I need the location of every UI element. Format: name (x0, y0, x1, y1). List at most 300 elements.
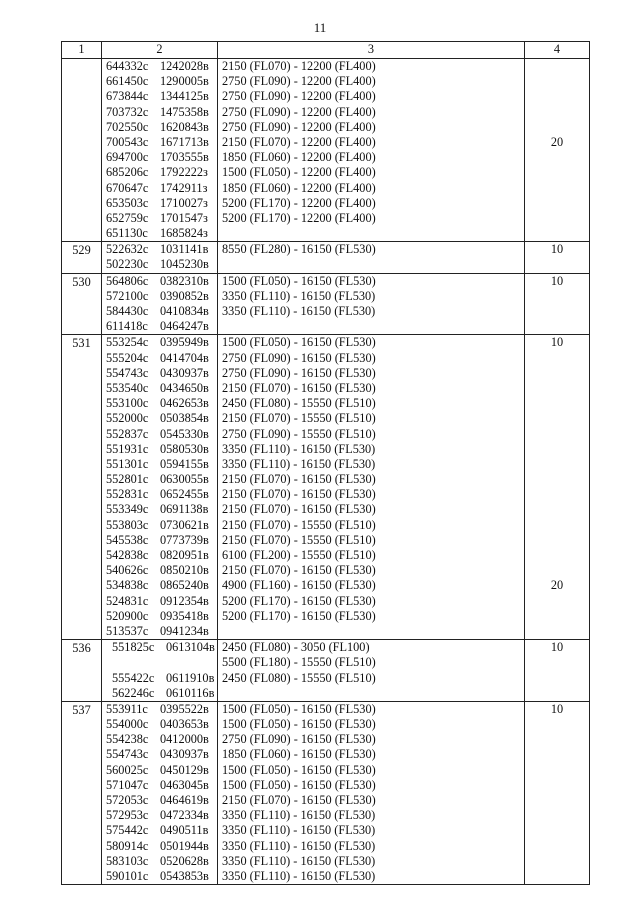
longitude: 0472334в (160, 808, 209, 823)
longitude: 1703555в (160, 150, 209, 165)
altitude-range: 6100 (FL200) - 15550 (FL510) (222, 548, 376, 562)
latitude: 702550с (106, 119, 149, 134)
longitude: 0630055в (160, 472, 209, 487)
value-empty (525, 257, 589, 272)
altitude-range: 3350 (FL110) - 16150 (FL530) (222, 456, 376, 471)
value-empty (525, 502, 589, 517)
altitude-range: 1850 (FL060) - 12200 (FL400) (222, 180, 376, 195)
value-empty (525, 763, 589, 778)
latitude: 590101с (106, 868, 149, 883)
latitude: 554743с (106, 365, 149, 380)
header-col-2: 2 (102, 42, 218, 59)
altitude-range: 5200 (FL170) - 16150 (FL530) (222, 608, 376, 623)
longitude: 0520628в (160, 853, 209, 868)
coordinate-line (106, 839, 217, 854)
altitude-range: 3350 (FL110) - 16150 (FL530) (222, 808, 376, 823)
value-empty (525, 823, 589, 838)
altitude-range: 3350 (FL110) - 16150 (FL530) (222, 838, 376, 853)
altitude-range: 1500 (FL050) - 16150 (FL530) (222, 701, 376, 716)
value-empty (525, 150, 589, 165)
value: 10 (550, 335, 564, 350)
coordinate-line (106, 533, 217, 548)
value-empty (525, 624, 589, 639)
altitude-range (222, 686, 524, 701)
altitude-range: 2750 (FL090) - 16150 (FL530) (222, 365, 376, 380)
header-col-1: 1 (62, 42, 102, 59)
zone-number: 537 (62, 701, 102, 884)
longitude: 1344125в (160, 89, 209, 104)
altitude-range: 2150 (FL070) - 15550 (FL510) (222, 517, 376, 532)
longitude: 1045230в (160, 257, 209, 272)
table-body (62, 59, 590, 885)
longitude: 1742911з (160, 180, 208, 195)
zone-number: 530 (62, 273, 102, 335)
latitude: 694700с (106, 150, 149, 165)
altitude-range: 1850 (FL060) - 16150 (FL530) (222, 747, 376, 762)
coordinate-line (106, 211, 217, 226)
value-empty (525, 59, 589, 74)
altitude-range: 2750 (FL090) - 16150 (FL530) (222, 732, 376, 747)
altitude-range: 2750 (FL090) - 16150 (FL530) (222, 350, 376, 365)
coordinate-line (106, 732, 217, 747)
airspace-table (61, 41, 590, 885)
coordinate-line (106, 717, 217, 732)
longitude: 0691138в (160, 502, 209, 517)
longitude: 1475358в (160, 104, 209, 119)
latitude: 552000с (106, 411, 149, 426)
coordinate-line (106, 763, 217, 778)
value-empty (525, 319, 589, 334)
altitude-range (222, 624, 524, 639)
altitude-range (222, 226, 524, 241)
value-cell (525, 701, 590, 884)
longitude: 1242028в (160, 59, 209, 73)
coordinate-line (106, 502, 217, 517)
longitude: 0430937в (160, 365, 209, 380)
coordinate-line (106, 226, 217, 241)
value-empty (525, 548, 589, 563)
latitude: 554238с (106, 732, 149, 747)
value-empty (525, 747, 589, 762)
altitude-range: 2150 (FL070) - 15550 (FL510) (222, 411, 376, 426)
value-cell (525, 335, 590, 640)
longitude: 0545330в (160, 426, 209, 441)
table-row (62, 242, 590, 273)
value-empty (525, 120, 589, 135)
altitude-range: 5200 (FL170) - 12200 (FL400) (222, 195, 376, 210)
latitude: 552837с (106, 426, 149, 441)
altitude-range: 8550 (FL280) - 16150 (FL530) (222, 242, 376, 257)
value-empty (525, 671, 589, 686)
value-empty (525, 304, 589, 319)
coordinate-line (106, 427, 217, 442)
altitude-range-cell (218, 335, 525, 640)
latitude: 572953с (106, 808, 149, 823)
value-empty (525, 289, 589, 304)
longitude: 0403653в (160, 717, 209, 732)
latitude: 555204с (106, 350, 149, 365)
coordinate-line (106, 89, 217, 104)
value-empty (525, 839, 589, 854)
latitude: 652759с (106, 210, 149, 225)
latitude: 551825с (112, 640, 155, 655)
value-empty (525, 181, 589, 196)
coordinate-line (106, 381, 217, 396)
latitude: 583103с (106, 853, 149, 868)
latitude: 502230с (106, 257, 149, 272)
altitude-range: 2150 (FL070) - 16150 (FL530) (222, 487, 376, 502)
coordinate-line (106, 274, 217, 289)
coordinate-line (106, 594, 217, 609)
coordinate-line (106, 563, 217, 578)
longitude: 0414704в (160, 350, 209, 365)
altitude-range: 2750 (FL090) - 12200 (FL400) (222, 104, 376, 119)
latitude: 584430с (106, 304, 149, 318)
coordinate-line (106, 120, 217, 135)
coordinate-line (106, 442, 217, 457)
value-empty (525, 366, 589, 381)
altitude-range: 1500 (FL050) - 16150 (FL530) (222, 335, 376, 350)
table-row (62, 59, 590, 242)
value-empty (525, 457, 589, 472)
latitude: 700543с (106, 134, 149, 149)
longitude: 0865240в (160, 578, 209, 593)
longitude: 0430937в (160, 747, 209, 762)
header-col-3: 3 (218, 42, 525, 59)
altitude-range: 2450 (FL080) - 15550 (FL510) (222, 396, 376, 411)
altitude-range: 2750 (FL090) - 12200 (FL400) (222, 89, 376, 104)
coordinate-line (106, 135, 217, 150)
latitude: 552831с (106, 487, 149, 502)
table-row (62, 335, 590, 640)
altitude-range: 5200 (FL170) - 12200 (FL400) (222, 210, 376, 225)
longitude: 0390852в (160, 288, 209, 303)
value-empty (525, 487, 589, 502)
coordinate-line (106, 196, 217, 211)
value-empty (525, 74, 589, 89)
latitude: 551931с (106, 441, 149, 456)
latitude: 551301с (106, 456, 149, 471)
coordinate-line (106, 150, 217, 165)
altitude-range: 2750 (FL090) - 15550 (FL510) (222, 426, 376, 441)
latitude: 571047с (106, 777, 149, 792)
longitude: 0490511в (160, 823, 209, 838)
latitude: 572053с (106, 793, 149, 807)
longitude: 0463045в (160, 777, 209, 792)
header-col-4: 4 (525, 42, 590, 59)
coordinate-line (106, 747, 217, 762)
latitude: 542838с (106, 548, 149, 562)
page-number: 11 (313, 20, 327, 35)
longitude: 0613104в (166, 640, 215, 655)
value: 10 (550, 273, 564, 288)
latitude: 670647с (106, 180, 149, 195)
longitude: 1031141в (160, 242, 209, 257)
altitude-range: 2150 (FL070) - 16150 (FL530) (222, 380, 376, 395)
altitude-range: 3350 (FL110) - 16150 (FL530) (222, 823, 376, 838)
value-empty (525, 427, 589, 442)
altitude-range: 1500 (FL050) - 16150 (FL530) (222, 777, 376, 792)
longitude: 0464619в (160, 793, 209, 807)
latitude: 534838с (106, 578, 149, 593)
coordinate-line (106, 335, 217, 350)
value-empty (525, 594, 589, 609)
coordinate-line (106, 823, 217, 838)
longitude: 0730621в (160, 517, 209, 532)
coordinate-line (106, 518, 217, 533)
longitude: 0611910в (166, 670, 215, 685)
coordinate-line (106, 702, 217, 717)
value-empty (525, 533, 589, 548)
altitude-range-cell (218, 242, 525, 273)
longitude: 0610116в (166, 685, 215, 700)
latitude: 554743с (106, 747, 149, 762)
table-header-row (62, 42, 590, 59)
longitude: 0434650в (160, 380, 209, 395)
coordinate-line (106, 411, 217, 426)
value-empty (525, 655, 589, 670)
coordinate-line (106, 578, 217, 593)
altitude-range-cell (218, 273, 525, 335)
latitude: 522632с (106, 242, 149, 257)
zone-number: 529 (62, 242, 102, 273)
value: 20 (550, 578, 564, 593)
longitude: 0410834в (160, 304, 209, 318)
coordinate-line (106, 686, 217, 701)
coordinate-line (106, 624, 217, 639)
value-empty (525, 563, 589, 578)
altitude-range: 2150 (FL070) - 12200 (FL400) (222, 134, 376, 149)
coordinate-line (106, 242, 217, 257)
altitude-range: 3350 (FL110) - 16150 (FL530) (222, 868, 376, 883)
value-cell (525, 640, 590, 702)
latitude: 575442с (106, 823, 149, 838)
value: 10 (550, 640, 564, 655)
coordinate-line (106, 778, 217, 793)
value-cell (525, 273, 590, 335)
value-empty (525, 808, 589, 823)
altitude-range: 2150 (FL070) - 16150 (FL530) (222, 563, 376, 578)
value-empty (525, 226, 589, 241)
altitude-range: 5200 (FL170) - 16150 (FL530) (222, 593, 376, 608)
coordinates-cell (102, 701, 218, 884)
longitude: 1290005в (160, 74, 209, 89)
coordinates-cell (102, 273, 218, 335)
longitude: 0462653в (160, 396, 209, 411)
coordinate-line (106, 472, 217, 487)
latitude: 651130с (106, 226, 148, 241)
latitude: 580914с (106, 838, 149, 853)
coordinate-line (106, 640, 217, 655)
coordinate-line (106, 869, 217, 884)
coordinates-cell (102, 335, 218, 640)
value-empty (525, 686, 589, 701)
longitude: 0543853в (160, 868, 209, 883)
coordinate-line (106, 366, 217, 381)
value: 20 (550, 134, 564, 149)
longitude: 0652455в (160, 487, 209, 502)
altitude-range (222, 319, 524, 334)
value-empty (525, 793, 589, 808)
longitude: 0464247в (160, 319, 209, 334)
longitude: 0594155в (160, 456, 209, 471)
longitude: 0412000в (160, 732, 209, 747)
coordinates-cell (102, 59, 218, 242)
coordinate-line (106, 487, 217, 502)
latitude: 520900с (106, 608, 149, 623)
latitude: 703732с (106, 104, 149, 119)
altitude-range: 1500 (FL050) - 16150 (FL530) (222, 717, 376, 732)
latitude: 553540с (106, 380, 149, 395)
altitude-range: 1500 (FL050) - 16150 (FL530) (222, 273, 376, 288)
coordinate-line (106, 457, 217, 472)
coordinate-line (106, 74, 217, 89)
altitude-range: 1850 (FL060) - 12200 (FL400) (222, 150, 376, 165)
value-empty (525, 381, 589, 396)
altitude-range (222, 257, 524, 272)
latitude: 611418с (106, 319, 148, 334)
value-empty (525, 778, 589, 793)
coordinate-line (106, 165, 217, 180)
longitude: 0820951в (160, 548, 209, 562)
value-empty (525, 472, 589, 487)
altitude-range: 3350 (FL110) - 16150 (FL530) (222, 304, 376, 318)
latitude: 555422с (112, 670, 155, 685)
altitude-range: 2150 (FL070) - 16150 (FL530) (222, 502, 376, 517)
longitude: 0450129в (160, 762, 209, 777)
longitude: 1685824з (160, 226, 208, 241)
longitude: 0580530в (160, 441, 209, 456)
coordinate-line (106, 319, 217, 334)
value-empty (525, 351, 589, 366)
latitude: 545538с (106, 532, 149, 547)
latitude: 673844с (106, 89, 149, 104)
altitude-range-cell (218, 59, 525, 242)
value-cell (525, 242, 590, 273)
latitude: 553803с (106, 517, 149, 532)
latitude: 554000с (106, 717, 149, 732)
value-empty (525, 854, 589, 869)
longitude: 0503854в (160, 411, 209, 426)
table-row (62, 273, 590, 335)
coordinate-line (106, 105, 217, 120)
altitude-range-cell (218, 640, 525, 702)
coordinate-line (106, 854, 217, 869)
altitude-range: 2150 (FL070) - 16150 (FL530) (222, 472, 376, 487)
latitude: 564806с (106, 273, 149, 288)
coordinates-cell (102, 640, 218, 702)
altitude-range: 2450 (FL080) - 15550 (FL510) (222, 670, 376, 685)
altitude-range: 1500 (FL050) - 16150 (FL530) (222, 762, 376, 777)
altitude-range: 2150 (FL070) - 16150 (FL530) (222, 793, 376, 807)
value-empty (525, 411, 589, 426)
longitude: 0941234в (160, 623, 209, 638)
altitude-range: 2750 (FL090) - 12200 (FL400) (222, 74, 376, 89)
longitude: 0501944в (160, 838, 209, 853)
coordinate-line (106, 289, 217, 304)
altitude-range: 5500 (FL180) - 15550 (FL510) (222, 655, 376, 670)
coordinate-line (106, 257, 217, 272)
value-cell (525, 59, 590, 242)
coordinate-line (106, 396, 217, 411)
longitude: 0395522в (160, 701, 209, 716)
zone-number: 536 (62, 640, 102, 702)
latitude: 553349с (106, 502, 149, 517)
altitude-range: 1500 (FL050) - 12200 (FL400) (222, 165, 376, 180)
longitude: 1710027з (160, 195, 208, 210)
value-empty (525, 165, 589, 180)
latitude: 553911с (106, 701, 148, 716)
zone-number: 531 (62, 335, 102, 640)
value-empty (525, 105, 589, 120)
value-empty (525, 869, 589, 884)
longitude: 1620843в (160, 119, 209, 134)
coordinate-line (106, 351, 217, 366)
coordinate-line (106, 671, 217, 686)
value-empty (525, 211, 589, 226)
longitude: 0395949в (160, 335, 209, 350)
altitude-range: 2750 (FL090) - 12200 (FL400) (222, 119, 376, 134)
latitude: 661450с (106, 74, 149, 89)
coordinate-line (106, 304, 217, 319)
altitude-range-cell (218, 701, 525, 884)
longitude: 0935418в (160, 608, 209, 623)
coordinate-line (106, 808, 217, 823)
latitude: 562246с (112, 685, 155, 700)
latitude: 552801с (106, 472, 149, 487)
altitude-range: 4900 (FL160) - 16150 (FL530) (222, 578, 376, 593)
value-empty (525, 89, 589, 104)
latitude: 553254с (106, 335, 149, 350)
coordinate-line (106, 793, 217, 808)
longitude: 0850210в (160, 563, 209, 578)
coordinate-line (106, 59, 217, 74)
altitude-range: 2150 (FL070) - 12200 (FL400) (222, 59, 376, 73)
longitude: 1792222з (160, 165, 208, 180)
longitude: 0912354в (160, 593, 209, 608)
latitude: 513537с (106, 623, 149, 638)
value: 10 (550, 242, 564, 257)
latitude: 644332с (106, 59, 149, 73)
value-empty (525, 396, 589, 411)
longitude: 1701547з (160, 210, 208, 225)
altitude-range: 2150 (FL070) - 15550 (FL510) (222, 532, 376, 547)
table-row (62, 701, 590, 884)
value-empty (525, 518, 589, 533)
latitude: 653503с (106, 195, 149, 210)
latitude: 685206с (106, 165, 149, 180)
table-row (62, 640, 590, 702)
value: 10 (550, 701, 564, 716)
coordinate-line (106, 181, 217, 196)
coordinate-line (106, 655, 217, 670)
coordinate-line (106, 609, 217, 624)
latitude: 560025с (106, 762, 149, 777)
coordinate-line (106, 548, 217, 563)
longitude: 1671713в (160, 134, 209, 149)
altitude-range: 3350 (FL110) - 16150 (FL530) (222, 853, 376, 868)
latitude: 524831с (106, 593, 149, 608)
value-empty (525, 732, 589, 747)
value-empty (525, 717, 589, 732)
zone-number (62, 59, 102, 242)
value-empty (525, 609, 589, 624)
coordinates-cell (102, 242, 218, 273)
latitude: 540626с (106, 563, 149, 578)
altitude-range: 2450 (FL080) - 3050 (FL100) (222, 640, 370, 655)
latitude: 553100с (106, 396, 149, 411)
value-empty (525, 442, 589, 457)
